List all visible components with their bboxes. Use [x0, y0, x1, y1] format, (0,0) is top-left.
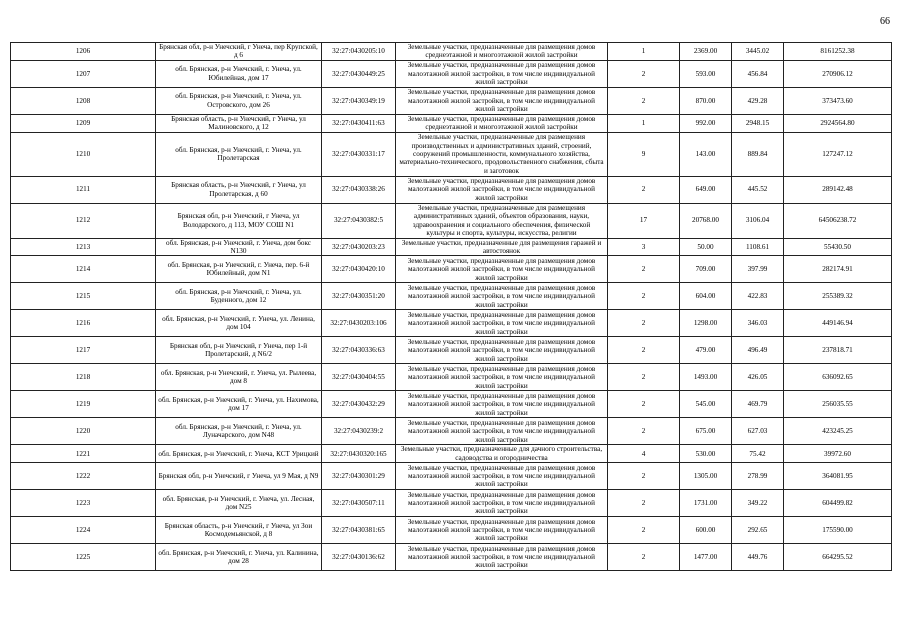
- cadastral-table: [10, 42, 892, 571]
- cadastral-value-cell: 364081.95: [784, 463, 892, 490]
- cadastral-number-cell: 32:27:0430432:29: [322, 391, 396, 418]
- group-cell: 1: [608, 114, 680, 132]
- row-number-cell: 1220: [11, 418, 156, 445]
- unit-price-cell: 1108.61: [732, 238, 784, 256]
- land-purpose-cell: Земельные участки, предназначенные для размещения домов малоэтажной жилой застройки, в том числе индивидуальной жилой застройки: [396, 544, 608, 571]
- row-number-cell: 1209: [11, 114, 156, 132]
- row-number-cell: 1215: [11, 283, 156, 310]
- row-number-cell: 1219: [11, 391, 156, 418]
- address-cell: Брянская область, р-н Унечский, г Унеча, ул Зои Космодемьянской, д 8: [156, 517, 322, 544]
- cadastral-number-cell: 32:27:0430349:19: [322, 87, 396, 114]
- unit-price-cell: 889.84: [732, 132, 784, 176]
- cadastral-value-cell: 282174.91: [784, 256, 892, 283]
- address-cell: обл. Брянская, р-н Унечский, г. Унеча, пер. 6-й Юбилейный, дом N1: [156, 256, 322, 283]
- row-number-cell: 1214: [11, 256, 156, 283]
- group-cell: 2: [608, 337, 680, 364]
- unit-price-cell: 2948.15: [732, 114, 784, 132]
- table-row: [11, 283, 892, 310]
- table-row: [11, 203, 892, 238]
- unit-price-cell: 449.76: [732, 544, 784, 571]
- cadastral-number-cell: 32:27:0430404:55: [322, 364, 396, 391]
- land-purpose-cell: Земельные участки, предназначенные для размещения домов малоэтажной жилой застройки, в том числе индивидуальной жилой застройки: [396, 310, 608, 337]
- unit-price-cell: 349.22: [732, 490, 784, 517]
- unit-price-cell: 496.49: [732, 337, 784, 364]
- cadastral-number-cell: 32:27:0430338:26: [322, 176, 396, 203]
- land-purpose-cell: Земельные участки, предназначенные для размещения домов малоэтажной жилой застройки, в том числе индивидуальной жилой застройки: [396, 256, 608, 283]
- table-row: [11, 364, 892, 391]
- address-cell: Брянская обл, р-н Унечский, г Унеча, ул Володарского, д 113, МОУ СОШ N1: [156, 203, 322, 238]
- land-purpose-cell: Земельные участки, предназначенные для размещения производственных и административных зданий, строений, сооружений промышленности, коммунального хозяйства, материально-технического, продовольственного снабжения, сбыта и заготовок: [396, 132, 608, 176]
- unit-price-cell: 3445.02: [732, 43, 784, 61]
- table-row: [11, 463, 892, 490]
- cadastral-number-cell: 32:27:0430239:2: [322, 418, 396, 445]
- address-cell: обл. Брянская, р-н Унечский, г. Унеча, ул. Пролетарская: [156, 132, 322, 176]
- table-row: [11, 60, 892, 87]
- cadastral-value-cell: 55430.50: [784, 238, 892, 256]
- row-number-cell: 1224: [11, 517, 156, 544]
- area-cell: 675.00: [680, 418, 732, 445]
- area-cell: 143.00: [680, 132, 732, 176]
- group-cell: 2: [608, 60, 680, 87]
- area-cell: 479.00: [680, 337, 732, 364]
- cadastral-number-cell: 32:27:0430331:17: [322, 132, 396, 176]
- row-number-cell: 1210: [11, 132, 156, 176]
- cadastral-number-cell: 32:27:0430351:20: [322, 283, 396, 310]
- table-row: [11, 544, 892, 571]
- area-cell: 1305.00: [680, 463, 732, 490]
- group-cell: 2: [608, 364, 680, 391]
- table-row: [11, 391, 892, 418]
- group-cell: 3: [608, 238, 680, 256]
- cadastral-value-cell: 636092.65: [784, 364, 892, 391]
- group-cell: 2: [608, 391, 680, 418]
- area-cell: 992.00: [680, 114, 732, 132]
- unit-price-cell: 3106.04: [732, 203, 784, 238]
- address-cell: обл. Брянская, р-н Унечский, г. Унеча, ул. Луначарского, дом N48: [156, 418, 322, 445]
- cadastral-number-cell: 32:27:0430382:5: [322, 203, 396, 238]
- land-purpose-cell: Земельные участки, предназначенные для размещения домов среднеэтажной и многоэтажной жилой застройки: [396, 43, 608, 61]
- land-purpose-cell: Земельные участки, предназначенные для размещения домов малоэтажной жилой застройки, в том числе индивидуальной жилой застройки: [396, 418, 608, 445]
- address-cell: обл. Брянская, р-н Унечский, г. Унеча, ул. Буденного, дом 12: [156, 283, 322, 310]
- group-cell: 17: [608, 203, 680, 238]
- group-cell: 4: [608, 445, 680, 463]
- table-row: [11, 517, 892, 544]
- group-cell: 2: [608, 256, 680, 283]
- area-cell: 2369.00: [680, 43, 732, 61]
- land-purpose-cell: Земельные участки, предназначенные для размещения административных зданий, объектов образования, науки, здравоохранения и социального обеспечения, физической культуры и спорта, культуры, искусства, религии: [396, 203, 608, 238]
- cadastral-number-cell: 32:27:0430336:63: [322, 337, 396, 364]
- cadastral-number-cell: 32:27:0430205:10: [322, 43, 396, 61]
- land-purpose-cell: Земельные участки, предназначенные для размещения гаражей и автостоянок: [396, 238, 608, 256]
- area-cell: 1477.00: [680, 544, 732, 571]
- table-row: [11, 490, 892, 517]
- land-purpose-cell: Земельные участки, предназначенные для размещения домов малоэтажной жилой застройки, в том числе индивидуальной жилой застройки: [396, 490, 608, 517]
- land-purpose-cell: Земельные участки, предназначенные для размещения домов среднеэтажной и многоэтажной жилой застройки: [396, 114, 608, 132]
- table-row: [11, 418, 892, 445]
- address-cell: Брянская обл, р-н Унечский, г Унеча, ул 9 Мая, д N9: [156, 463, 322, 490]
- table-row: [11, 87, 892, 114]
- land-purpose-cell: Земельные участки, предназначенные для размещения домов малоэтажной жилой застройки, в том числе индивидуальной жилой застройки: [396, 463, 608, 490]
- cadastral-value-cell: 237818.71: [784, 337, 892, 364]
- address-cell: Брянская обл, р-н Унечский, г Унеча, пер Крупской, д 6: [156, 43, 322, 61]
- land-purpose-cell: Земельные участки, предназначенные для размещения домов малоэтажной жилой застройки, в том числе индивидуальной жилой застройки: [396, 337, 608, 364]
- unit-price-cell: 627.03: [732, 418, 784, 445]
- cadastral-value-cell: 39972.60: [784, 445, 892, 463]
- land-purpose-cell: Земельные участки, предназначенные для размещения домов малоэтажной жилой застройки, в том числе индивидуальной жилой застройки: [396, 517, 608, 544]
- group-cell: 2: [608, 176, 680, 203]
- row-number-cell: 1206: [11, 43, 156, 61]
- cadastral-number-cell: 32:27:0430203:23: [322, 238, 396, 256]
- table-row: [11, 176, 892, 203]
- unit-price-cell: 429.28: [732, 87, 784, 114]
- area-cell: 600.00: [680, 517, 732, 544]
- row-number-cell: 1217: [11, 337, 156, 364]
- land-purpose-cell: Земельные участки, предназначенные для размещения домов малоэтажной жилой застройки, в том числе индивидуальной жилой застройки: [396, 391, 608, 418]
- group-cell: 9: [608, 132, 680, 176]
- unit-price-cell: 426.05: [732, 364, 784, 391]
- row-number-cell: 1211: [11, 176, 156, 203]
- cadastral-number-cell: 32:27:0430301:29: [322, 463, 396, 490]
- group-cell: 2: [608, 517, 680, 544]
- address-cell: обл. Брянская, р-н Унечский, г. Унеча, ул. Ленина, дом 104: [156, 310, 322, 337]
- cadastral-value-cell: 604499.82: [784, 490, 892, 517]
- table-row: [11, 43, 892, 61]
- area-cell: 649.00: [680, 176, 732, 203]
- address-cell: обл. Брянская, р-н Унечский, г. Унеча, КСТ Урицкий: [156, 445, 322, 463]
- area-cell: 1298.00: [680, 310, 732, 337]
- address-cell: Брянская область, р-н Унечский, г Унеча, ул Пролетарская, д 60: [156, 176, 322, 203]
- row-number-cell: 1221: [11, 445, 156, 463]
- cadastral-value-cell: 423245.25: [784, 418, 892, 445]
- row-number-cell: 1216: [11, 310, 156, 337]
- land-purpose-cell: Земельные участки, предназначенные для размещения домов малоэтажной жилой застройки, в том числе индивидуальной жилой застройки: [396, 87, 608, 114]
- cadastral-number-cell: 32:27:0430420:10: [322, 256, 396, 283]
- cadastral-value-cell: 64506238.72: [784, 203, 892, 238]
- address-cell: обл. Брянская, р-н Унечский, г. Унеча, ул. Юбилейная, дом 17: [156, 60, 322, 87]
- unit-price-cell: 456.84: [732, 60, 784, 87]
- unit-price-cell: 346.03: [732, 310, 784, 337]
- unit-price-cell: 278.99: [732, 463, 784, 490]
- cadastral-number-cell: 32:27:0430449:25: [322, 60, 396, 87]
- unit-price-cell: 469.79: [732, 391, 784, 418]
- cadastral-number-cell: 32:27:0430381:65: [322, 517, 396, 544]
- cadastral-number-cell: 32:27:0430320:165: [322, 445, 396, 463]
- group-cell: 2: [608, 418, 680, 445]
- row-number-cell: 1213: [11, 238, 156, 256]
- row-number-cell: 1218: [11, 364, 156, 391]
- unit-price-cell: 397.99: [732, 256, 784, 283]
- table-row: [11, 132, 892, 176]
- table-row: [11, 256, 892, 283]
- cadastral-value-cell: 127247.12: [784, 132, 892, 176]
- cadastral-value-cell: 255389.32: [784, 283, 892, 310]
- unit-price-cell: 75.42: [732, 445, 784, 463]
- cadastral-value-cell: 373473.60: [784, 87, 892, 114]
- group-cell: 2: [608, 283, 680, 310]
- cadastral-number-cell: 32:27:0430411:63: [322, 114, 396, 132]
- area-cell: 1493.00: [680, 364, 732, 391]
- row-number-cell: 1225: [11, 544, 156, 571]
- group-cell: 2: [608, 544, 680, 571]
- address-cell: обл. Брянская, р-н Унечский, г. Унеча, ул. Рылеева, дом 8: [156, 364, 322, 391]
- area-cell: 709.00: [680, 256, 732, 283]
- unit-price-cell: 445.52: [732, 176, 784, 203]
- address-cell: обл. Брянская, р-н Унечский, г. Унеча, дом бокс N130: [156, 238, 322, 256]
- area-cell: 530.00: [680, 445, 732, 463]
- land-purpose-cell: Земельные участки, предназначенные для размещения домов малоэтажной жилой застройки, в том числе индивидуальной жилой застройки: [396, 176, 608, 203]
- group-cell: 2: [608, 463, 680, 490]
- group-cell: 2: [608, 310, 680, 337]
- land-purpose-cell: Земельные участки, предназначенные для размещения домов малоэтажной жилой застройки, в том числе индивидуальной жилой застройки: [396, 364, 608, 391]
- cadastral-number-cell: 32:27:0430507:11: [322, 490, 396, 517]
- area-cell: 545.00: [680, 391, 732, 418]
- table-row: [11, 310, 892, 337]
- table-row: [11, 238, 892, 256]
- cadastral-number-cell: 32:27:0430203:106: [322, 310, 396, 337]
- area-cell: 1731.00: [680, 490, 732, 517]
- cadastral-value-cell: 289142.48: [784, 176, 892, 203]
- land-purpose-cell: Земельные участки, предназначенные для размещения домов малоэтажной жилой застройки, в том числе индивидуальной жилой застройки: [396, 60, 608, 87]
- cadastral-value-cell: 175590.00: [784, 517, 892, 544]
- group-cell: 2: [608, 87, 680, 114]
- row-number-cell: 1208: [11, 87, 156, 114]
- row-number-cell: 1212: [11, 203, 156, 238]
- area-cell: 593.00: [680, 60, 732, 87]
- address-cell: обл. Брянская, р-н Унечский, г. Унеча, ул. Лесная, дом N25: [156, 490, 322, 517]
- land-purpose-cell: Земельные участки, предназначенные для дачного строительства, садоводства и огородничества: [396, 445, 608, 463]
- cadastral-value-cell: 2924564.80: [784, 114, 892, 132]
- address-cell: Брянская область, р-н Унечский, г Унеча, ул Малиновского, д 12: [156, 114, 322, 132]
- address-cell: обл. Брянская, р-н Унечский, г. Унеча, ул. Нахимова, дом 17: [156, 391, 322, 418]
- cadastral-value-cell: 270906.12: [784, 60, 892, 87]
- cadastral-value-cell: 256035.55: [784, 391, 892, 418]
- group-cell: 1: [608, 43, 680, 61]
- row-number-cell: 1207: [11, 60, 156, 87]
- address-cell: обл. Брянская, р-н Унечский, г. Унеча, ул. Калинина, дом 28: [156, 544, 322, 571]
- cadastral-value-cell: 449146.94: [784, 310, 892, 337]
- table-row: [11, 337, 892, 364]
- table-row: [11, 114, 892, 132]
- address-cell: Брянская обл, р-н Унечский, г Унеча, пер 1-й Пролетарский, д N6/2: [156, 337, 322, 364]
- area-cell: 50.00: [680, 238, 732, 256]
- table-row: [11, 445, 892, 463]
- area-cell: 604.00: [680, 283, 732, 310]
- group-cell: 2: [608, 490, 680, 517]
- address-cell: обл. Брянская, р-н Унечский, г. Унеча, ул. Островского, дом 26: [156, 87, 322, 114]
- area-cell: 870.00: [680, 87, 732, 114]
- page-number: 66: [880, 16, 890, 27]
- cadastral-value-cell: 8161252.38: [784, 43, 892, 61]
- area-cell: 20768.00: [680, 203, 732, 238]
- unit-price-cell: 422.83: [732, 283, 784, 310]
- row-number-cell: 1223: [11, 490, 156, 517]
- cadastral-number-cell: 32:27:0430136:62: [322, 544, 396, 571]
- unit-price-cell: 292.65: [732, 517, 784, 544]
- cadastral-value-cell: 664295.52: [784, 544, 892, 571]
- row-number-cell: 1222: [11, 463, 156, 490]
- land-purpose-cell: Земельные участки, предназначенные для размещения домов малоэтажной жилой застройки, в том числе индивидуальной жилой застройки: [396, 283, 608, 310]
